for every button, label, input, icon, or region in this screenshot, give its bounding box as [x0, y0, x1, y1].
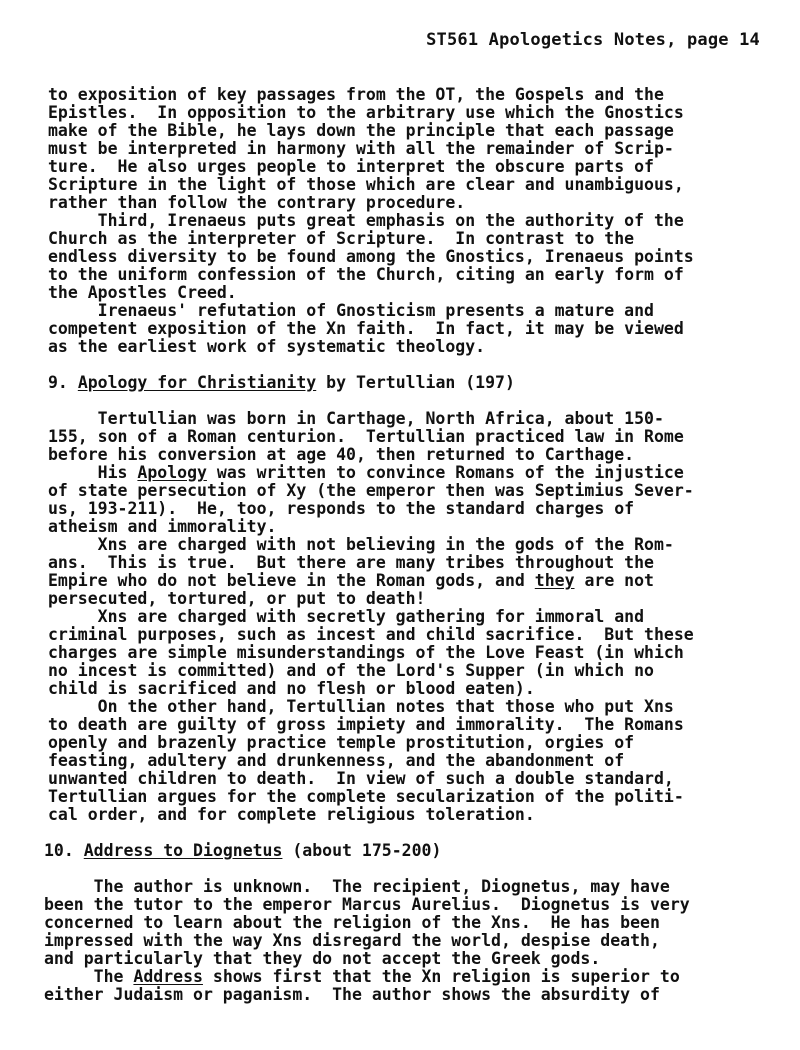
text-line: the Apostles Creed. [48, 283, 237, 302]
text-line: been the tutor to the emperor Marcus Aurelius. Diognetus is very [44, 895, 690, 914]
text-line [48, 374, 515, 392]
underlined-title: Address [133, 967, 203, 986]
text-segment: are not [574, 571, 654, 590]
text-line: impressed with the way Xns disregard the world, despise death, [44, 931, 660, 950]
text-line: competent exposition of the Xn faith. In fact, it may be viewed [48, 319, 684, 338]
text-line: Tertullian argues for the complete secularization of the politi- [48, 787, 684, 806]
text-line: ture. He also urges people to interpret the obscure parts of [48, 157, 654, 176]
text-line: no incest is committed) and of the Lord's Supper (in which no [48, 661, 654, 680]
text-line: Third, Irenaeus puts great emphasis on the authority of the [48, 211, 684, 230]
text-line: openly and brazenly practice temple prostitution, orgies of [48, 733, 635, 752]
text-line: ans. This is true. But there are many tribes throughout the [48, 553, 654, 572]
text-line: persecuted, tortured, or put to death! [48, 589, 426, 608]
text-line: as the earliest work of systematic theology. [48, 337, 486, 356]
text-line: Xns are charged with secretly gathering for immoral and [48, 607, 645, 626]
text-line [44, 842, 441, 860]
text-line: endless diversity to be found among the Gnostics, Irenaeus points [48, 247, 694, 266]
text-segment: by Tertullian (197) [316, 373, 515, 392]
text-line: atheism and immorality. [48, 517, 277, 536]
text-line: cal order, and for complete religious toleration. [48, 805, 535, 824]
text-line: On the other hand, Tertullian notes that those who put Xns [48, 697, 674, 716]
underlined-title: Address to Diognetus [83, 841, 283, 860]
text-line: to death are guilty of gross impiety and immorality. The Romans [48, 715, 684, 734]
text-line: Xns are charged with not believing in the gods of the Rom- [48, 535, 674, 554]
text-line: feasting, adultery and drunkenness, and the abandonment of [48, 751, 625, 770]
text-line: either Judaism or paganism. The author shows the absurdity of [44, 985, 660, 1004]
underlined-title: Apology for Christianity [77, 373, 317, 392]
text-line: concerned to learn about the religion of the Xns. He has been [44, 913, 660, 932]
text-segment: His [48, 463, 138, 482]
text-line: Scripture in the light of those which are clear and unambiguous, [48, 175, 684, 194]
text-line: make of the Bible, he lays down the principle that each passage [48, 121, 674, 140]
text-line: before his conversion at age 40, then returned to Carthage. [48, 445, 635, 464]
text-segment: (about 175-200) [282, 841, 442, 860]
page-header: ST561 Apologetics Notes, page 14 [426, 30, 760, 50]
text-segment: shows first that the Xn religion is superior to [202, 967, 680, 986]
text-line: charges are simple misunderstandings of the Love Feast (in which [48, 643, 684, 662]
text-line: of state persecution of Xy (the emperor then was Septimius Sever- [48, 481, 694, 500]
text-line: Tertullian was born in Carthage, North Africa, about 150- [48, 409, 664, 428]
text-line: Epistles. In opposition to the arbitrary use which the Gnostics [48, 103, 684, 122]
underlined-title: Apology [137, 463, 207, 482]
text-line: and particularly that they do not accept the Greek gods. [44, 949, 601, 968]
text-line: us, 193-211). He, too, responds to the standard charges of [48, 499, 635, 518]
text-line: rather than follow the contrary procedure. [48, 193, 466, 212]
text-line: to the uniform confession of the Church, citing an early form of [48, 265, 684, 284]
text-segment: The [44, 967, 134, 986]
text-segment: 9. [48, 373, 78, 392]
text-line: must be interpreted in harmony with all the remainder of Scrip- [48, 139, 674, 158]
text-line: Irenaeus' refutation of Gnosticism presents a mature and [48, 301, 654, 320]
text-line [48, 572, 654, 590]
text-line: to exposition of key passages from the OT, the Gospels and the [48, 85, 664, 104]
text-line: 155, son of a Roman centurion. Tertullian practiced law in Rome [48, 427, 684, 446]
text-line [48, 464, 684, 482]
text-segment: Empire who do not believe in the Roman gods, and [48, 571, 535, 590]
underlined-title: they [534, 571, 575, 590]
text-line [44, 968, 680, 986]
text-line: criminal purposes, such as incest and child sacrifice. But these [48, 625, 694, 644]
text-line: unwanted children to death. In view of such a double standard, [48, 769, 674, 788]
text-line: The author is unknown. The recipient, Diognetus, may have [44, 877, 670, 896]
text-line: Church as the interpreter of Scripture. In contrast to the [48, 229, 635, 248]
text-segment: 10. [44, 841, 84, 860]
text-segment: was written to convince Romans of the injustice [206, 463, 684, 482]
text-line: child is sacrificed and no flesh or blood eaten). [48, 679, 535, 698]
